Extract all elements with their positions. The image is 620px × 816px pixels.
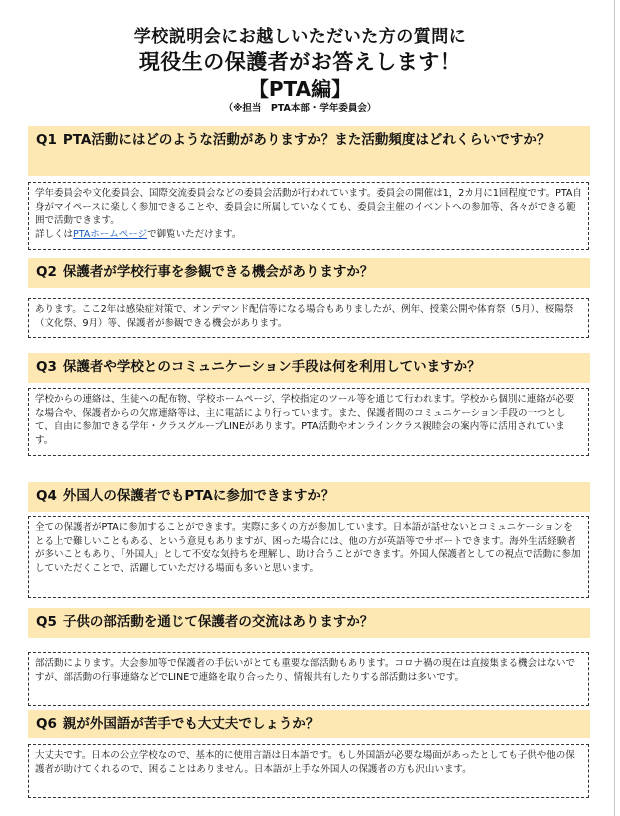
answer-1 bbox=[28, 182, 589, 250]
question-2 bbox=[28, 258, 590, 288]
answer-more-suffix: で御覧いただけます。 bbox=[147, 228, 242, 240]
answer-text: 全ての保護者がPTAに参加することができます。実際に多くの方が参加しています。日本語が話せないとコミュニケーションをとる上で難しいこともある、という意見もありますが、困った場合には、他の方が英語等でサポートできます。海外生活経験者が多いこともあり、「外国人」として不安な気持ちを理解し、助け合うことができます。外国人保護者としての視点で活動に参加していただくことで、活躍していただける場面も多いと思います。 bbox=[35, 522, 581, 574]
question-text: 外国人の保護者でもPTAに参加できますか？ bbox=[62, 488, 335, 504]
answer-more-prefix: 詳しくは bbox=[35, 228, 74, 240]
pta-homepage-link[interactable]: PTAホームページ bbox=[73, 228, 148, 240]
answer-more bbox=[35, 228, 582, 242]
answer-2 bbox=[28, 298, 589, 338]
question-4 bbox=[28, 482, 590, 512]
question-number: Q3 bbox=[36, 359, 57, 375]
question-text: PTA活動にはどのような活動がありますか？また活動頻度はどれくらいですか？ bbox=[62, 132, 551, 148]
question-number: Q2 bbox=[36, 264, 57, 280]
answer-5 bbox=[28, 652, 589, 706]
answer-6 bbox=[28, 744, 589, 798]
question-5 bbox=[28, 608, 590, 638]
question-number: Q1 bbox=[36, 132, 57, 148]
header-line-2: 現役生の保護者がお答えします！ bbox=[138, 50, 462, 74]
answer-text: 部活動によります。大会参加等で保護者の手伝いがとても重要な部活動もあります。コロナ禍の現在は直接集まる機会はないですが、部活動の行事連絡などでLINEで連絡を取り合ったり、情報共有したりする部活動は多いです。 bbox=[35, 658, 575, 683]
question-text: 親が外国語が苦手でも大丈夫でしょうか？ bbox=[62, 716, 320, 732]
question-3 bbox=[28, 353, 590, 383]
question-text: 保護者が学校行事を参観できる機会がありますか？ bbox=[62, 264, 374, 280]
question-number: Q6 bbox=[36, 716, 57, 732]
page-edge-line bbox=[614, 0, 615, 816]
question-number: Q4 bbox=[36, 488, 57, 504]
question-number: Q5 bbox=[36, 614, 57, 630]
question-text: 子供の部活動を通じて保護者の交流はありますか？ bbox=[62, 614, 374, 630]
question-1 bbox=[28, 126, 590, 176]
answer-text: あります。ここ2年は感染症対策で、オンデマンド配信等になる場合もありましたが、例年、授業公開や体育祭（5月）、桜陽祭（文化祭、9月）等、保護者が参観できる機会があります。 bbox=[35, 304, 574, 329]
header-note: （※担当 PTA本部・学年委員会） bbox=[223, 103, 377, 114]
answer-text: 学年委員会や文化委員会、国際交流委員会などの委員会活動が行われています。委員会の開催は1，2カ月に1回程度です。PTA自身がマイペースに楽しく参加できることや、委員会に所属していなくても、委員会主催のイベントへの参加等、各々ができる範囲で活動できます。 bbox=[35, 188, 582, 227]
header-line-1: 学校説明会にお越しいただいた方の質問に bbox=[133, 27, 467, 47]
question-text: 保護者や学校とのコミュニケーション手段は何を利用していますか？ bbox=[62, 359, 481, 375]
answer-3 bbox=[28, 388, 589, 456]
question-6 bbox=[28, 710, 590, 738]
answer-text: 大丈夫です。日本の公立学校なので、基本的に使用言語は日本語です。もし外国語が必要な場面があったとしても子供や他の保護者が助けてくれるので、困ることはありません。日本語が上手な外国人の保護者の方も沢山います。 bbox=[35, 750, 575, 775]
answer-4 bbox=[28, 516, 589, 598]
answer-text: 学校からの連絡は、生徒への配布物、学校ホームページ、学校指定のツール等を通じて行われます。学校から個別に連絡が必要な場合や、保護者からの欠席連絡等は、主に電話により行っています。また、保護者間のコミュニケーション手段の一つとして、自由に参加できる学年・クラスグループLINEがあります。PTA活動やオンラインクラス親睦会の案内等に活用されています。 bbox=[35, 394, 575, 446]
header-line-3: 【PTA編】 bbox=[248, 77, 352, 101]
